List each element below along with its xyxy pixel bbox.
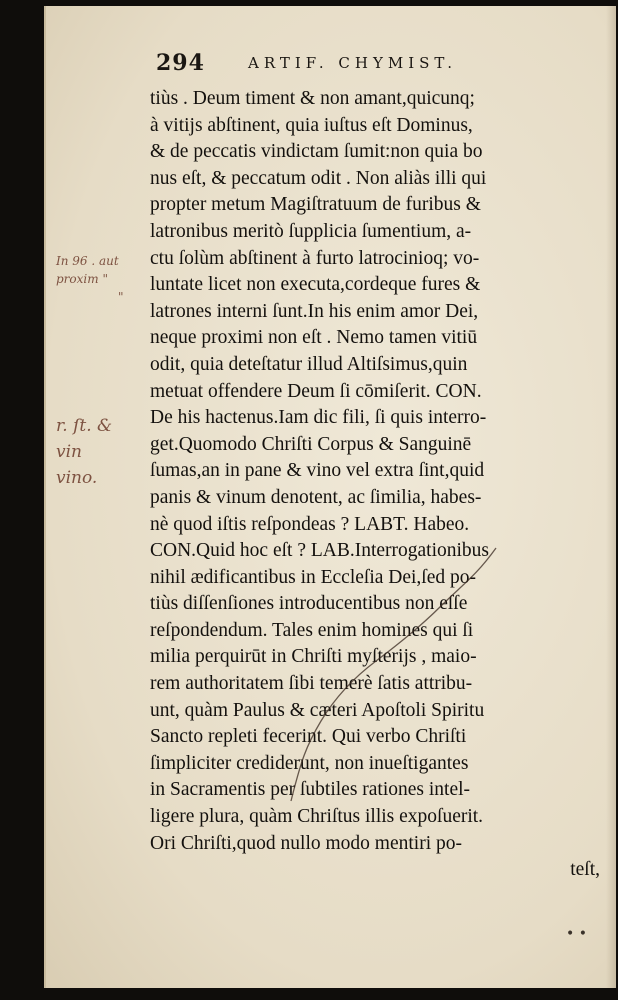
text-line: rem authoritatem ſibi temerè ſatis attribu-: [150, 673, 473, 695]
book-page: [44, 6, 616, 988]
handwritten-strikethrough: [226, 546, 526, 806]
text-line: à vitijs abſtinent, quia iuſtus eſt Dominus,: [150, 114, 473, 136]
text-line: ſimpliciter crediderunt, non inueſtigantes: [150, 752, 469, 774]
text-line: ligere plura, quàm Chriſtus illis expoſuerit.: [150, 806, 484, 828]
text-line: milia perquirūt in Chriſti myſterijs , maio-: [150, 646, 477, 668]
text-line: luntate licet non executa,cordeque fures &: [150, 274, 481, 296]
text-line-last: teſt,: [570, 859, 600, 881]
text-line: get.Quomodo Chriſti Corpus & Sanguinē: [150, 433, 472, 455]
text-line: neque proximi non eſt . Nemo tamen vitiū: [150, 327, 478, 349]
page-number: 294: [156, 50, 205, 76]
margin-note: ": [118, 290, 124, 304]
text-line: Ori Chriſti,quod nullo modo mentiri po-: [150, 832, 462, 854]
text-line: ſumas,an in pane & vino vel extra ſint,quid: [150, 460, 485, 482]
text-line: in Sacramentis per ſubtiles rationes intel-: [150, 779, 471, 801]
margin-note: In 96 . aut: [56, 254, 119, 268]
text-line: propter metum Magiſtratuum de furibus &: [150, 194, 481, 216]
text-line: odit, quia deteſtatur illud Altiſsimus,quin: [150, 353, 468, 375]
page-dots: • •: [566, 926, 587, 942]
margin-note: vino.: [56, 468, 98, 488]
text-line: ctu ſolùm abſtinent à furto latrocinioq; vo-: [150, 247, 480, 269]
margin-note: vin: [56, 442, 82, 462]
text-line: latrones interni ſunt.In his enim amor Dei,: [150, 300, 479, 322]
text-line: panis & vinum denotent, ac ſimilia, habes-: [150, 486, 482, 508]
text-line: reſpondendum. Tales enim homines qui ſi: [150, 619, 474, 641]
text-line: nè quod iſtis reſpondeas ? LABT. Habeo.: [150, 513, 470, 535]
text-line: tiùs diſſenſiones introducentibus non eſſe: [150, 593, 468, 615]
text-line: nihil ædificantibus in Eccleſia Dei,ſed po-: [150, 566, 476, 588]
text-line: nus eſt, & peccatum odit . Non aliàs illi qui: [150, 167, 487, 189]
running-head: [156, 50, 576, 80]
text-line: Sancto repleti fecerint. Qui verbo Chriſti: [150, 726, 467, 748]
text-line: De his hactenus.Iam dic fili, ſi quis interro-: [150, 407, 487, 429]
text-line: tiùs . Deum timent & non amant,quicunq;: [150, 88, 475, 109]
running-title: ARTIF. CHYMIST.: [248, 54, 457, 72]
margin-note: proxim ": [56, 272, 108, 286]
text-line: CON.Quid hoc eſt ? LAB.Interrogationibus: [150, 540, 490, 562]
text-line: metuat offendere Deum ſi cōmiſerit. CON.: [150, 380, 482, 402]
text-line: unt, quàm Paulus & cæteri Apoſtoli Spiritu: [150, 699, 485, 721]
margin-note: r. ſt. &: [56, 416, 113, 436]
text-line: & de peccatis vindictam ſumit:non quia bo: [150, 141, 483, 163]
text-line: latronibus meritò ſupplicia ſumentium, a-: [150, 220, 472, 242]
page-edge-shadow: [606, 6, 616, 988]
